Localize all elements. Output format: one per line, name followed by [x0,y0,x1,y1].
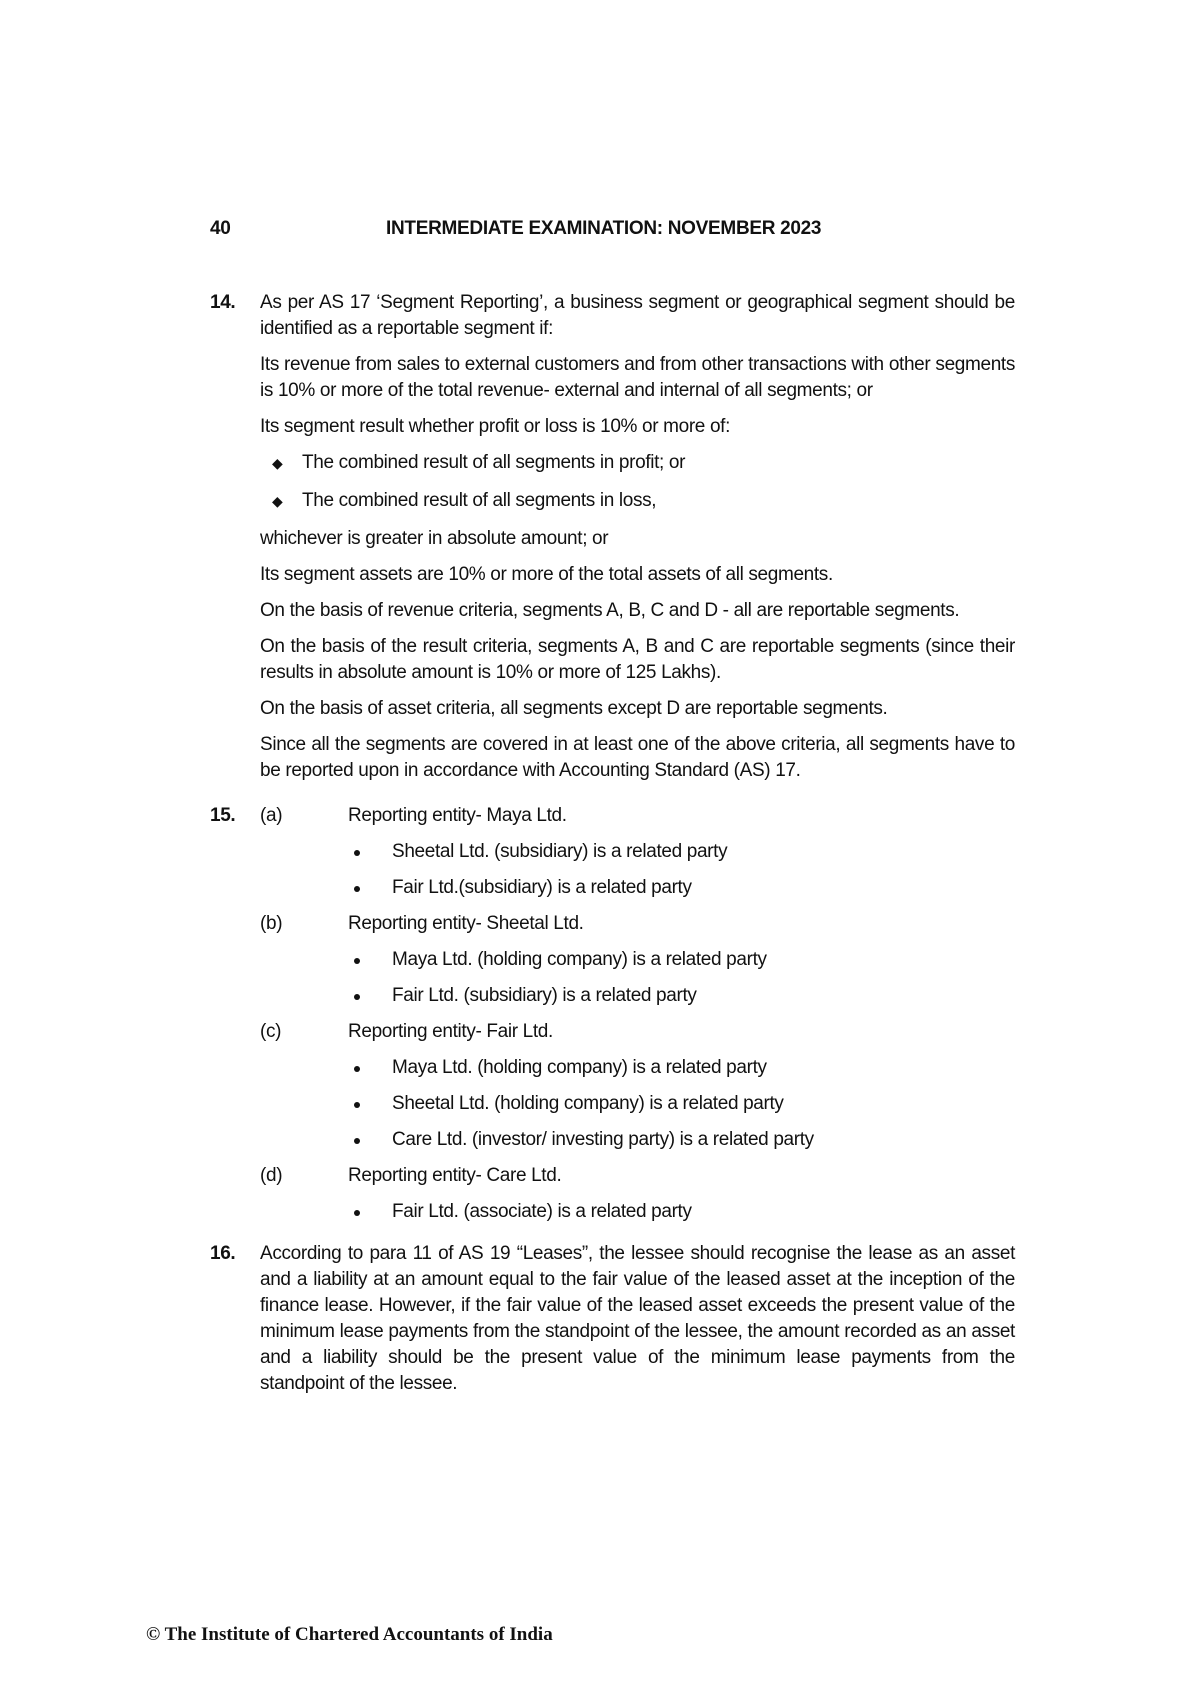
bullet-icon [354,958,360,964]
bullet-icon [354,850,360,856]
paragraph: As per AS 17 ‘Segment Reporting’, a business segment or geographical segment should be identified as a reportable segment if: [260,292,1015,339]
paragraph: According to para 11 of AS 19 “Leases”, the lessee should recognise the lease as an asset and a liability at an amount equal to the fair value of the leased asset at the inception of the finance lease. However, if the fair value of the leased asset exceeds the present value of the minimum lease payments from the standpoint of the lessee, the amount recorded as an asset and a liability should be the present value of the minimum lease payments from the standpoint of the lessee. [260,1243,1015,1394]
list-item: Care Ltd. (investor/ investing party) is a related party [260,1127,1015,1153]
list-item: ◆ The combined result of all segments in profit; or [260,450,1015,476]
list-item: Sheetal Ltd. (subsidiary) is a related party [260,839,1015,865]
question-number: 16. [210,1243,236,1264]
list-item: ◆ The combined result of all segments in loss, [260,488,1015,514]
bullet-icon [354,994,360,1000]
page-title: INTERMEDIATE EXAMINATION: NOVEMBER 2023 [386,218,822,239]
question-number: 15. [210,805,236,826]
bullet-icon [354,1066,360,1072]
page-number: 40 [210,218,231,239]
paragraph: whichever is greater in absolute amount; or [260,528,609,549]
paragraph: On the basis of the result criteria, segments A, B and C are reportable segments (since their results in absolute amount is 10% or more of 125 Lakhs). [260,636,1015,683]
sub-part-d: (d) Reporting entity- Care Ltd. [260,1165,562,1186]
paragraph: Its segment assets are 10% or more of the total assets of all segments. [260,564,833,585]
paragraph: On the basis of revenue criteria, segments A, B, C and D - all are reportable segments. [260,600,960,621]
answer-16 [210,1241,1015,1407]
list-item: Fair Ltd. (associate) is a related party [260,1199,1015,1225]
copyright-footer: © The Institute of Chartered Accountants of India [146,1624,553,1645]
bullet-icon [354,886,360,892]
paragraph: Its revenue from sales to external customers and from other transactions with other segments is 10% or more of the total revenue- external and internal of all segments; or [260,354,1015,401]
list-item: Maya Ltd. (holding company) is a related party [260,1055,1015,1081]
sub-part-b: (b) Reporting entity- Sheetal Ltd. [260,913,584,934]
diamond-bullet-icon: ◆ [272,455,283,471]
paragraph: Its segment result whether profit or loss is 10% or more of: [260,416,731,437]
sub-part-c: (c) Reporting entity- Fair Ltd. [260,1021,553,1042]
list-item: Sheetal Ltd. (holding company) is a related party [260,1091,1015,1117]
list-item: Maya Ltd. (holding company) is a related party [260,947,1015,973]
paragraph: On the basis of asset criteria, all segments except D are reportable segments. [260,698,888,719]
question-number: 14. [210,292,236,313]
bullet-icon [354,1102,360,1108]
list-item: Fair Ltd.(subsidiary) is a related party [260,875,1015,901]
bullet-icon [354,1210,360,1216]
diamond-bullet-icon: ◆ [272,493,283,509]
list-item: Fair Ltd. (subsidiary) is a related party [260,983,1015,1009]
sub-part-a: (a) Reporting entity- Maya Ltd. [260,805,567,826]
bullet-icon [354,1138,360,1144]
answer-14 [210,290,1015,794]
paragraph: Since all the segments are covered in at least one of the above criteria, all segments have to be reported upon in accordance with Accounting Standard (AS) 17. [260,734,1015,781]
answer-15 [210,803,1015,1235]
